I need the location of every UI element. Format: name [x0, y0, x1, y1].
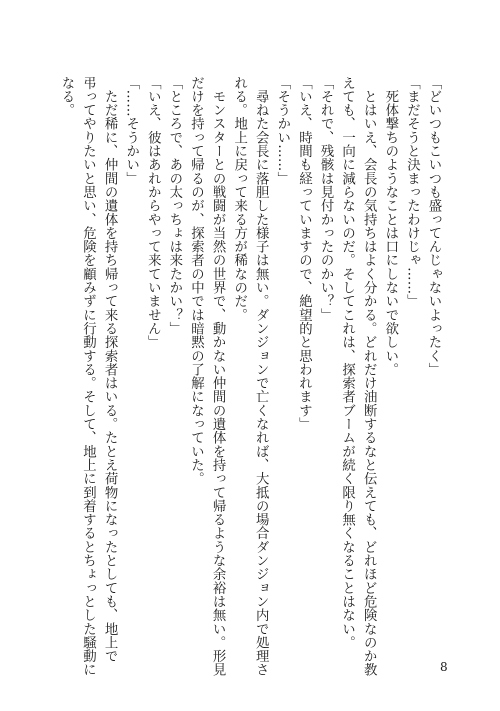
text-line: れる。地上に戻って来る方が稀なのだ。: [231, 76, 247, 322]
text-line: 「ところで、あの太っちょは来たかい？」: [166, 76, 182, 336]
text-line: 弔ってやりたいと思い、危険を顧みずに行動する。そして、地上に到着するとちょっとした騒動に: [80, 76, 96, 677]
text-line: 尋ねた会長に落胆した様子は無い。ダンジョンで亡くなれば、大抵の場合ダンジョン内で処理さ: [253, 76, 269, 677]
text-line: えても、一向に減らないのだ。そしてこれは、探索者ブームが続く限り無くなることはない。: [339, 76, 355, 650]
text-line: 「それで、残骸は見付かったのかい？」: [318, 76, 334, 322]
text-line: ただ稀に、仲間の遺体を持ち帰って来る探索者はいる。たとえ荷物になったとしても、地上で: [102, 76, 118, 663]
text-line: 「そうかい……」: [274, 76, 290, 186]
text-line: だけを持って帰るのが、探索者の中では暗黙の了解になっていた。: [188, 76, 204, 486]
text-line: 「……そうかい」: [123, 76, 139, 186]
text-line: なる。: [58, 76, 74, 117]
text-line: 「どいつもこいつも盛ってんじゃないよったく」: [426, 76, 441, 377]
page-number: 8: [440, 660, 448, 674]
text-line: モンスターとの戦闘が当然の世界で、動かない仲間の遺体を持って帰るような余裕は無い。形見: [210, 76, 226, 677]
text-line: 「いえ、彼はあれからやって来ていません」: [145, 76, 161, 349]
vertical-text-block: [55, 76, 444, 677]
text-line: 死体撃ちのようなことは口にしないで欲しい。: [382, 76, 398, 377]
text-line: 「まだそうと決まったわけじゃ……」: [404, 76, 420, 309]
text-line: 「いえ、時間も経っていますので、絶望的と思われます」: [296, 76, 312, 431]
text-line: とはいえ、会長の気持ちはよく分かる。どれだけ油断するなと伝えても、どれほど危険なのか教: [361, 76, 377, 677]
